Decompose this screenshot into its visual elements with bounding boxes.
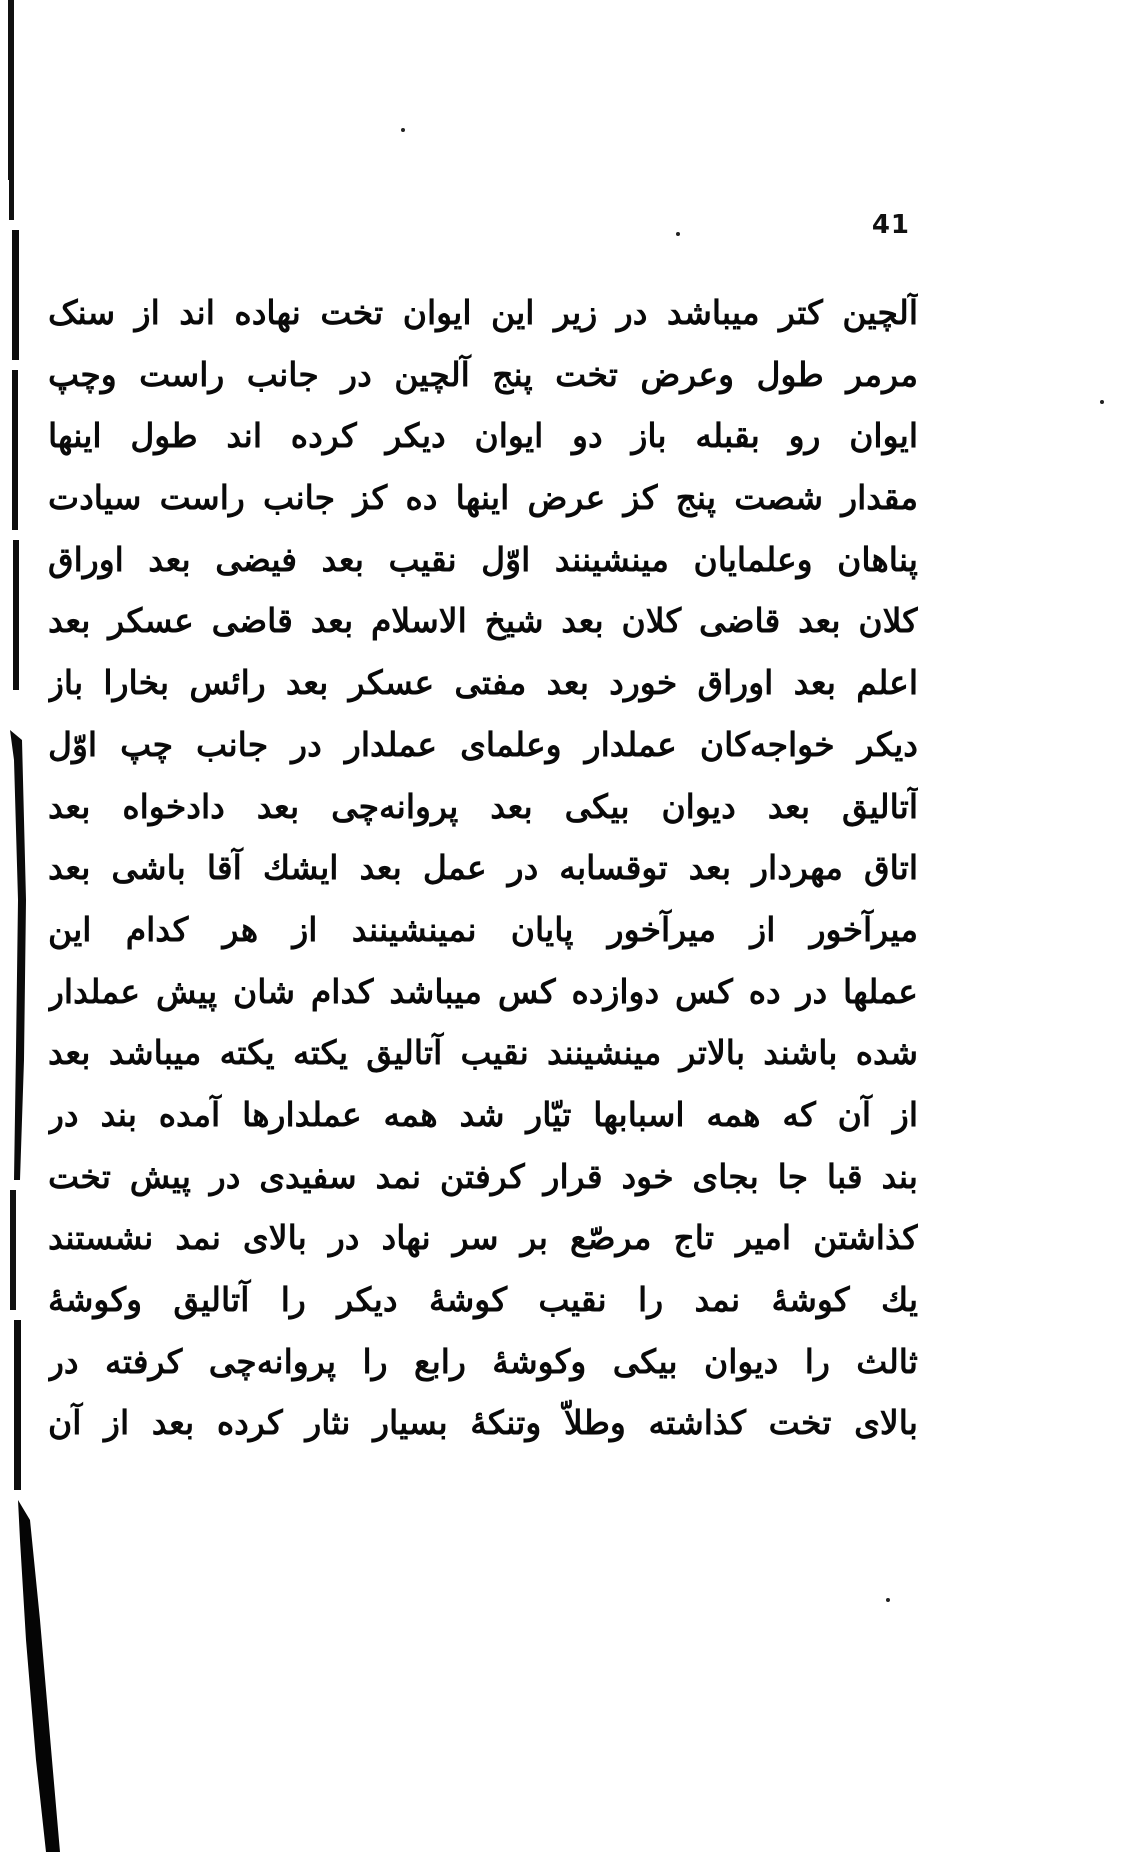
text-line: اتاق مهردار بعد توقسابه در عمل بعد ایشك آقا باشی بعد <box>48 848 918 888</box>
scan-speck <box>401 128 405 132</box>
text-line: شده باشند بالاتر مینشینند نقیب آتالیق یکته یکته میباشد بعد <box>48 1033 918 1073</box>
scan-speck <box>676 232 680 236</box>
scan-speck <box>886 1598 890 1602</box>
text-line: دیکر خواجه‌کان عملدار وعلمای عملدار در جانب چپ اوّل <box>48 724 918 764</box>
text-line: مقدار شصت پنج کز عرض اینها ده کز جانب راست سیادت <box>48 478 918 518</box>
body-text <box>48 282 918 1454</box>
text-line: کلان بعد قاضی کلان بعد شیخ الاسلام بعد قاضی عسکر بعد <box>48 601 918 641</box>
text-line: اعلم بعد اوراق خورد بعد مفتی عسکر بعد رائس بخارا باز <box>48 663 918 703</box>
text-line: یك کوشهٔ نمد را نقیب کوشهٔ دیکر را آتالیق وکوشهٔ <box>48 1280 918 1319</box>
text-line: عملها در ده کس دوازده کس میباشد کدام شان پیش عملدار <box>48 971 918 1011</box>
text-line: میرآخور از میرآخور پایان نمینشینند از هر کدام این <box>48 909 918 949</box>
text-line: آتالیق بعد دیوان بیکی بعد پروانه‌چی بعد دادخواه بعد <box>48 786 918 826</box>
text-line: کذاشتن امیر تاج مرصّع بر سر نهاد در بالای نمد نشستند <box>48 1218 918 1258</box>
scan-speck <box>1100 400 1104 404</box>
text-line: پناهان وعلمایان مینشینند اوّل نقیب بعد فیضی بعد اوراق <box>48 539 918 579</box>
text-line: آلچین کتر میباشد در زیر این ایوان تخت نهاده اند از سنک <box>48 293 918 332</box>
page-number: 41 <box>871 210 910 240</box>
text-line: بالای تخت کذاشته وطلاّ وتنکهٔ بسیار نثار کرده بعد از آن <box>48 1403 918 1443</box>
text-line: از آن که همه اسبابها تیّار شد همه عملدارها آمده بند در <box>48 1094 918 1134</box>
text-line: ایوان رو بقبله باز دو ایوان دیکر کرده اند طول اینها <box>48 416 918 456</box>
text-line: مرمر طول وعرض تخت پنج آلچین در جانب راست وچپ <box>48 354 918 394</box>
text-line: بند قبا جا بجای خود قرار کرفتن نمد سفیدی در پیش تخت <box>48 1156 918 1196</box>
text-line: ثالث را دیوان بیکی وکوشهٔ رابع را پروانه‌چی کرفته در <box>48 1341 918 1381</box>
